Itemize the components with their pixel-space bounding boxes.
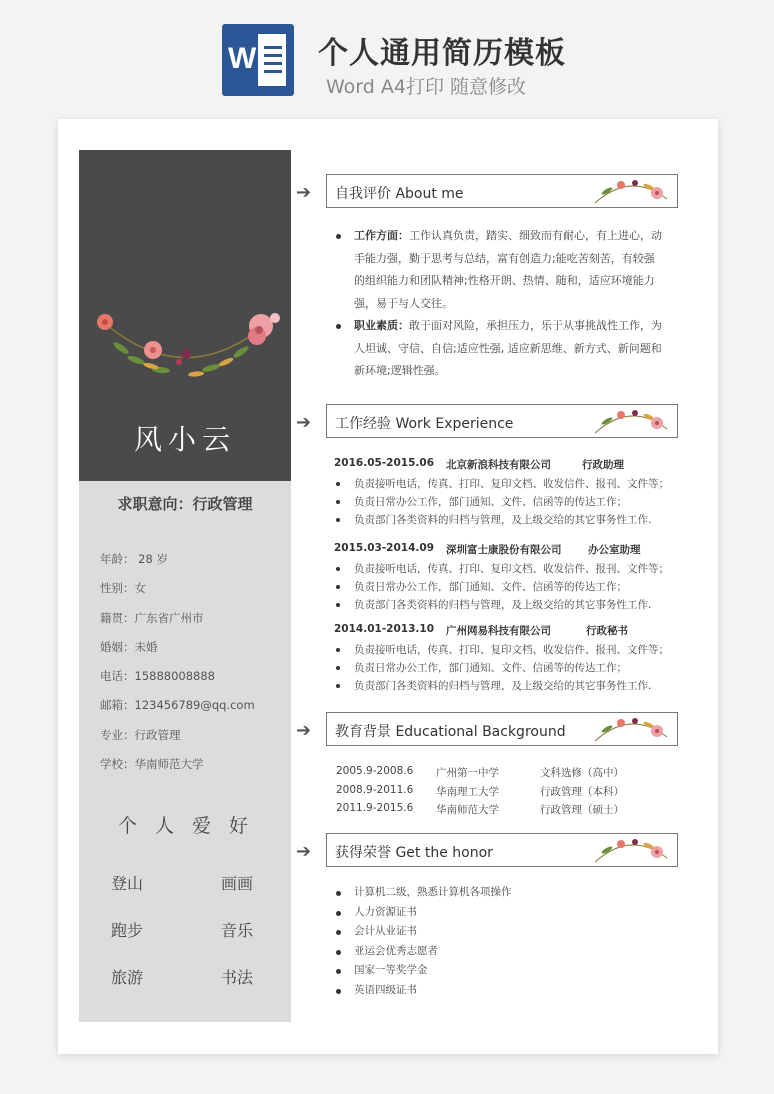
hobby-item: 画画 xyxy=(221,874,254,893)
job-company: 北京新浪科技有限公司 xyxy=(446,459,551,471)
flower-wreath-icon xyxy=(91,300,281,390)
banner-subtitle: Word A4打印 随意修改 xyxy=(326,76,527,98)
job-period: 2016.05-2015.06 xyxy=(334,457,435,469)
info-phone: 电话：15888008888 xyxy=(100,669,215,684)
job-duty: 负责日常办公工作，部门通知、文件、信函等的传达工作； xyxy=(334,659,674,677)
info-major: 专业：行政管理 xyxy=(100,727,181,742)
section-title: 获得荣誉 Get the honor xyxy=(335,845,493,861)
word-logo-icon xyxy=(222,24,294,96)
logo-letter: W xyxy=(228,42,257,75)
job-position: 行政助理 xyxy=(582,459,624,471)
info-gender: 性别：女 xyxy=(100,581,146,596)
job-entry xyxy=(334,623,674,695)
list-item: 会计从业证书 xyxy=(334,922,634,942)
table-row: 2008.9-2011.6 华南理工大学 行政管理（本科） xyxy=(336,783,624,798)
about-me-content xyxy=(334,225,664,383)
job-duty: 负责部门各类资料的归档与管理，及上级交给的其它事务性工作. xyxy=(334,677,674,695)
hobby-item: 登山 xyxy=(111,874,144,893)
candidate-name: 风小云 xyxy=(133,423,236,456)
job-intent: 求职意向：行政管理 xyxy=(117,495,253,513)
job-duty: 负责接听电话，传真、打印、复印文档、收发信件、报刊、文件等； xyxy=(334,641,674,659)
section-title: 教育背景 Educational Background xyxy=(335,724,566,740)
hobby-item: 旅游 xyxy=(111,968,144,987)
section-title: 工作经验 Work Experience xyxy=(335,416,514,432)
info-marital: 婚姻：未婚 xyxy=(100,639,158,654)
list-item: 工作方面：工作认真负责，踏实、细致而有耐心，有上进心，动手能力强，勤于思考与总结，富有创造力;能吃苦刻苦，有较强的组织能力和团队精神;性格开朗、热情、随和，适应环境能力强，易于与人交往。 xyxy=(334,225,664,315)
flower-decoration-icon xyxy=(591,177,671,207)
info-origin: 籍贯：广东省广州市 xyxy=(100,610,204,625)
personal-info-list xyxy=(100,551,255,785)
hobby-item: 书法 xyxy=(221,968,254,987)
list-item: 亚运会优秀志愿者 xyxy=(334,942,634,962)
sidebar-details xyxy=(79,481,291,1022)
job-entry xyxy=(334,542,674,614)
job-duty: 负责部门各类资料的归档与管理，及上级交给的其它事务性工作. xyxy=(334,511,674,529)
job-company: 深圳富士康股份有限公司 xyxy=(446,544,562,556)
job-duty: 负责部门各类资料的归档与管理，及上级交给的其它事务性工作. xyxy=(334,596,674,614)
sidebar-profile xyxy=(79,150,291,481)
info-email: 邮箱：123456789@qq.com xyxy=(100,698,255,713)
flower-decoration-icon xyxy=(591,715,671,745)
arrow-right-icon: ➔ xyxy=(296,841,312,862)
info-age: 年龄： 28 岁 xyxy=(100,552,168,566)
hobby-item: 跑步 xyxy=(111,921,144,940)
hobby-item: 音乐 xyxy=(221,921,254,940)
list-item: 职业素质：敢于面对风险，承担压力，乐于从事挑战性工作，为人坦诚、守信、自信;适应性强, 适应新思维、新方式、新问题和新环境;逻辑性强。 xyxy=(334,315,664,383)
education-table xyxy=(336,765,656,821)
job-duty: 负责接听电话，传真、打印、复印文档、收发信件、报刊、文件等； xyxy=(334,560,674,578)
job-position: 行政秘书 xyxy=(586,625,628,637)
job-period: 2014.01-2013.10 xyxy=(334,623,435,635)
resume-page xyxy=(58,119,718,1054)
job-position: 办公室助理 xyxy=(588,544,641,556)
table-row: 2011.9-2015.6 华南师范大学 行政管理（硕士） xyxy=(336,802,624,816)
banner xyxy=(0,0,774,110)
flower-decoration-icon xyxy=(591,407,671,437)
list-item: 国家一等奖学金 xyxy=(334,961,634,981)
job-period: 2015.03-2014.09 xyxy=(334,542,435,554)
arrow-right-icon: ➔ xyxy=(296,412,312,433)
job-company: 广州网易科技有限公司 xyxy=(446,625,551,637)
table-row: 2005.9-2008.6 广州第一中学 文科选修（高中） xyxy=(336,765,624,779)
job-duty: 负责接听电话，传真、打印、复印文档、收发信件、报刊、文件等； xyxy=(334,475,674,493)
list-item: 人力资源证书 xyxy=(334,903,634,923)
section-title: 自我评价 About me xyxy=(335,186,464,202)
hobby-title: 个人爱好 xyxy=(117,815,266,837)
arrow-right-icon: ➔ xyxy=(296,182,312,203)
arrow-right-icon: ➔ xyxy=(296,720,312,741)
info-school: 学校：华南师范大学 xyxy=(100,757,204,772)
flower-decoration-icon xyxy=(591,836,671,866)
job-entry xyxy=(334,457,674,529)
list-item: 计算机二级，熟悉计算机各项操作 xyxy=(334,883,634,903)
list-item: 英语四级证书 xyxy=(334,981,634,1001)
job-duty: 负责日常办公工作，部门通知、文件、信函等的传达工作； xyxy=(334,578,674,596)
banner-title: 个人通用简历模板 xyxy=(318,36,566,71)
job-duty: 负责日常办公工作，部门通知、文件、信函等的传达工作； xyxy=(334,493,674,511)
honors-list xyxy=(334,883,634,1001)
